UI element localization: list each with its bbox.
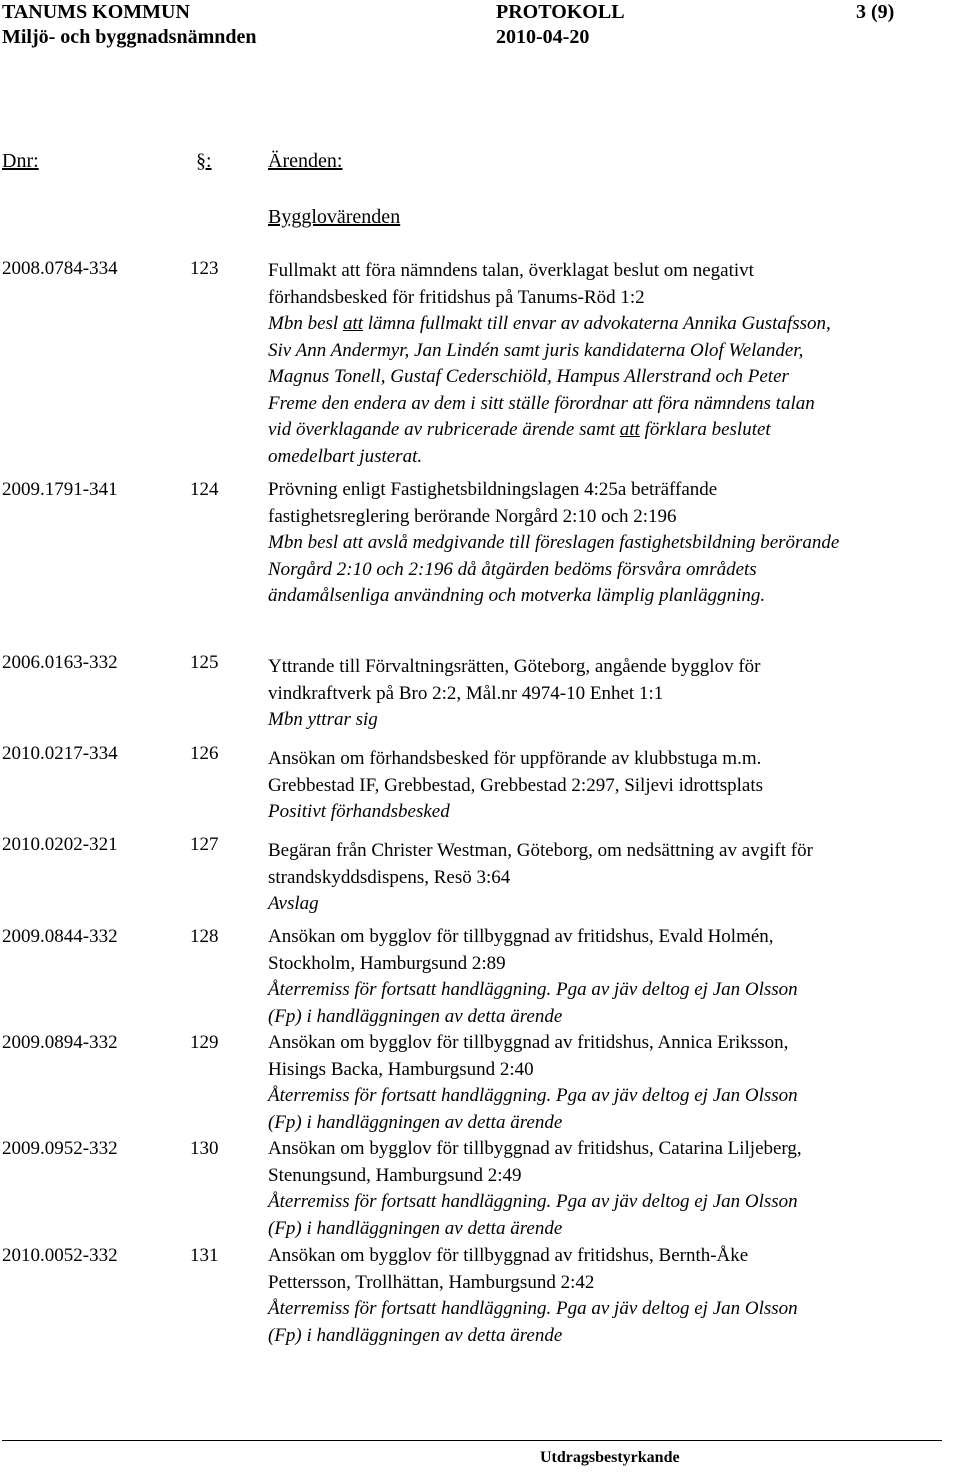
column-heading-dnr: Dnr: — [2, 150, 39, 172]
column-heading-arenden: Ärenden: — [268, 150, 343, 172]
item-paragraph: 129 — [190, 1032, 219, 1053]
item-paragraph: 126 — [190, 743, 219, 764]
item-decision-line: Avslag — [268, 893, 319, 914]
item-dnr: 2009.1791-341 — [2, 479, 118, 500]
item-paragraph: 130 — [190, 1138, 219, 1159]
item-body — [268, 654, 960, 734]
item-title-line: fastighetsreglering berörande Norgård 2:10 och 2:196 — [268, 505, 677, 527]
item-body — [268, 924, 960, 1030]
item-paragraph: 128 — [190, 926, 219, 947]
item-decision-line: Återremiss för fortsatt handläggning. Pga av jäv deltog ej Jan Olsson — [268, 979, 798, 1000]
section-title: Bygglovärenden — [268, 206, 401, 228]
item-dnr: 2010.0052-332 — [2, 1245, 118, 1266]
item-decision-line: Siv Ann Andermyr, Jan Lindén samt juris kandidaterna Olof Welander, — [268, 339, 804, 361]
item-decision-line: (Fp) i handläggningen av detta ärende — [268, 1005, 563, 1027]
item-decision-line: Mbn besl att avslå medgivande till föreslagen fastighetsbildning berörande — [268, 532, 840, 553]
item-dnr: 2006.0163-332 — [2, 652, 118, 673]
item-title-line: förhandsbesked för fritidshus på Tanums-Röd 1:2 — [268, 286, 645, 308]
item-dnr: 2009.0894-332 — [2, 1032, 118, 1053]
item-dnr: 2008.0784-334 — [2, 258, 118, 279]
item-decision-line: (Fp) i handläggningen av detta ärende — [268, 1324, 563, 1346]
item-decision-line: (Fp) i handläggningen av detta ärende — [268, 1217, 563, 1239]
item-paragraph: 125 — [190, 652, 219, 673]
item-decision-line: Återremiss för fortsatt handläggning. Pga av jäv deltog ej Jan Olsson — [268, 1085, 798, 1106]
decision-att: att — [342, 313, 363, 334]
item-dnr: 2010.0217-334 — [2, 743, 118, 764]
item-paragraph: 127 — [190, 834, 219, 855]
item-body — [268, 258, 960, 470]
item-title-line: strandskyddsdispens, Resö 3:64 — [268, 866, 511, 888]
decision-att: att — [619, 419, 640, 440]
item-paragraph: 131 — [190, 1245, 219, 1266]
decision-text: vid överklagande av rubricerade ärende samt — [268, 419, 620, 440]
item-decision-line: Positivt förhandsbesked — [268, 801, 450, 822]
item-title-line: Begäran från Christer Westman, Göteborg, om nedsättning av avgift för — [268, 840, 813, 861]
item-decision-line: Magnus Tonell, Gustaf Cederschiöld, Hampus Allerstrand och Peter — [268, 366, 789, 387]
footer-divider — [2, 1440, 942, 1441]
doc-type: PROTOKOLL — [496, 1, 625, 23]
item-decision-line: Freme den endera av dem i sitt ställe förordnar att föra nämndens talan — [268, 392, 815, 414]
item-title-line: Ansökan om förhandsbesked för uppförande av klubbstuga m.m. — [268, 748, 762, 769]
committee-name: Miljö- och byggnadsnämnden — [2, 26, 257, 48]
item-decision-line: Mbn yttrar sig — [268, 709, 378, 730]
meeting-date: 2010-04-20 — [496, 26, 590, 48]
item-dnr: 2010.0202-321 — [2, 834, 118, 855]
org-name: TANUMS KOMMUN — [2, 1, 190, 23]
item-title-line: Yttrande till Förvaltningsrätten, Göteborg, angående bygglov för — [268, 656, 761, 677]
item-title-line: Prövning enligt Fastighetsbildningslagen 4:25a beträffande — [268, 479, 718, 500]
item-decision-line: (Fp) i handläggningen av detta ärende — [268, 1111, 563, 1133]
item-title-line: Pettersson, Trollhättan, Hamburgsund 2:42 — [268, 1271, 595, 1293]
item-dnr: 2009.0844-332 — [2, 926, 118, 947]
item-title-line: Ansökan om bygglov för tillbyggnad av fritidshus, Catarina Liljeberg, — [268, 1138, 802, 1159]
item-title-line: Stockholm, Hamburgsund 2:89 — [268, 952, 506, 974]
item-paragraph: 124 — [190, 479, 219, 500]
decision-text: Mbn besl — [268, 313, 343, 334]
item-decision-line: omedelbart justerat. — [268, 445, 423, 467]
footer-label: Utdragsbestyrkande — [540, 1449, 680, 1466]
item-title-line: Ansökan om bygglov för tillbyggnad av fritidshus, Bernth-Åke — [268, 1245, 749, 1266]
item-body — [268, 838, 960, 918]
item-title-line: vindkraftverk på Bro 2:2, Mål.nr 4974-10 Enhet 1:1 — [268, 682, 664, 704]
item-decision-line: ändamålsenliga användning och motverka lämplig planläggning. — [268, 585, 766, 606]
item-body — [268, 1243, 960, 1349]
item-body — [268, 1030, 960, 1136]
item-title-line: Stenungsund, Hamburgsund 2:49 — [268, 1164, 522, 1186]
item-decision-line — [268, 311, 960, 338]
item-dnr: 2009.0952-332 — [2, 1138, 118, 1159]
item-title-line: Hisings Backa, Hamburgsund 2:40 — [268, 1058, 534, 1080]
item-title-line: Ansökan om bygglov för tillbyggnad av fritidshus, Evald Holmén, — [268, 926, 774, 947]
decision-text: lämna fullmakt till envar av advokaterna Annika Gustafsson, — [363, 313, 831, 334]
item-paragraph: 123 — [190, 258, 219, 279]
item-body — [268, 477, 960, 610]
item-title-line: Grebbestad IF, Grebbestad, Grebbestad 2:297, Siljevi idrottsplats — [268, 774, 764, 796]
column-heading-paragraph: §: — [196, 150, 212, 172]
item-title-line: Ansökan om bygglov för tillbyggnad av fritidshus, Annica Eriksson, — [268, 1032, 789, 1053]
item-body — [268, 1136, 960, 1242]
item-title-line: Fullmakt att föra nämndens talan, överklagat beslut om negativt — [268, 260, 754, 281]
item-decision-line: Norgård 2:10 och 2:196 då åtgärden bedöms försvåra områdets — [268, 558, 757, 580]
decision-text: förklara beslutet — [639, 419, 771, 440]
item-decision-line: Återremiss för fortsatt handläggning. Pga av jäv deltog ej Jan Olsson — [268, 1191, 798, 1212]
page-number: 3 (9) — [856, 1, 895, 23]
item-decision-line: Återremiss för fortsatt handläggning. Pga av jäv deltog ej Jan Olsson — [268, 1298, 798, 1319]
item-body — [268, 746, 960, 826]
item-decision-line — [268, 417, 960, 444]
